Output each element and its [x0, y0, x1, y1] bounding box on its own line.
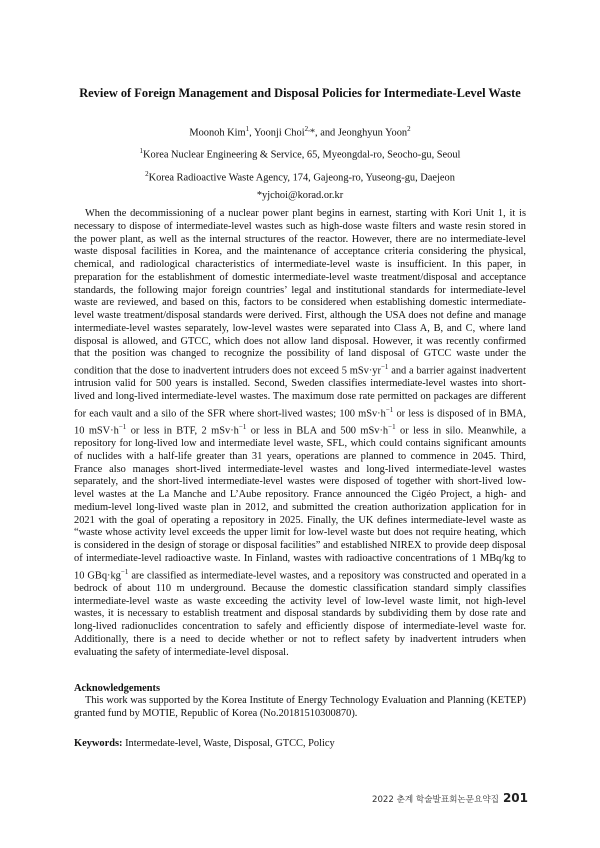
- keywords-text: Intermedate-level, Waste, Disposal, GTCC, Policy: [122, 738, 335, 749]
- affiliation-2: $^2$Korea Radioactive Waste Agency, 174, Gajeong-ro, Yuseong-gu, Daejeon: [145, 169, 455, 184]
- corresponding-email: *yjchoi@korad.or.kr: [256, 190, 344, 202]
- affiliation-1: $^1$Korea Nuclear Engineering & Service, 65, Myeongdal-ro, Seocho-gu, Seoul: [139, 147, 461, 161]
- page-footer: [372, 791, 528, 805]
- corresponding-mark: *: [309, 127, 316, 139]
- acknowledgements-heading: Acknowledgements: [74, 683, 161, 694]
- abstract-paragraph: When the decommissioning of a nuclear power plant begins in earnest, starting with Kori Unit 1, it is necessary to dispose of intermediate-level wastes such as high-dose waste filters and waste resin stored in the power plant, as well as the internal structures of the reactor. However, there are no intermediate-level waste disposal facilities in Korea, and the maintenance of acceptance criteria considering the physical, chemical, and radiological characteristics of intermediate-level waste is insufficient. In this paper, in preparation for the establishment of domestic intermediate-level waste treatment/disposal and acceptance standards, the following major foreign countries’ legal and institutional standards for intermediate-level waste are reviewed, and based on this, factors to be considered when establishing domestic intermediate-level waste treatment/disposal standards were derived. First, although the USA does not define and manage intermediate-level wastes separately, low-level wastes were separated into Class A, B, and C, where land disposal is allowed, and GTCC, which does not allow land disposal. However, it was recently confirmed that the position was changed to recognize the possibility of land disposal of GTCC waste under the condition that the dose to inadvertent intruders does not exceed 5 $mSv\cdot yr^{-1}$ and a barrier against inadvertent intrusion valid for 500 years is installed. Second, Sweden classifies intermediate-level wastes into short-lived and long-lived intermediate-level wastes. The maximum dose rate permitted on packages are different for each vault and a silo of the SFR where short-lived wastes; 100 $mSv\cdot h^{-1}$ or less is disposed of in BMA, 10 $mSV\cdot h^{-1}$ or less in BTF, 2 $mSv\cdot h^{-1}$ or less in BLA and 500 $mSv\cdot h^{-1}$ or less in silo. Meanwhile, a repository for long-lived low and intermediate level waste, SFL, which could contains significant amounts of nuclides with a half-life greater than 31 years, operations are planned to commence in 2045. Third, France also manages short-lived intermediate-level wastes and long-lived intermediate-level wastes separately, and the short-lived intermediate-level wastes were disposed of together with short-lived low-level wastes at the La Manche and L’Aube repository. France announced the Cigéo Project, a high- and medium-level long-lived waste plan in 2012, and submitted the creation authorization application for in 2021 with the goal of operating a repository in 2025. Finally, the UK defines intermediate-level waste as “waste whose activity level exceeds the upper limit for low-level waste but does not require heating, which is considered in the design of storage or disposal facilities” and established NIREX to provide deep disposal of intermediate-level radioactive waste. In Finland, wastes with radioactive concentrations of 1 MBq/kg to 10 $GBq\cdot kg^{-1}$ are classified as intermediate-level wastes, and a repository was constructed and operated in a bedrock of about 110 m underground. Because the domestic classification standard simply classifies intermediate-level waste as waste exceeding the activity level of low-level waste limit, not high-level wastes, it is necessary to establish treatment and disposal standards by subdividing them by dose rate and long-lived radionuclides concentration to safely and efficiently dispose of intermediate-level waste for. Additionally, there is a need to decide whether or not to reflect safety by inadvertent intruders when evaluating the safety of intermediate-level disposal.: [74, 208, 527, 658]
- page-number: 201: [502, 791, 528, 805]
- author-superscript: 2: [407, 125, 411, 133]
- acknowledgements-text: This work was supported by the Korea Institute of Energy Technology Evaluation and Planning (KETEP) granted fund by MOTIE, Republic of Korea (No.20181510300870).: [74, 695, 526, 719]
- keywords-line: [74, 738, 335, 749]
- author-name: Jeonghyun Yoon: [337, 127, 408, 139]
- author-superscript: 2,: [304, 125, 310, 133]
- author-list: Moonoh Kim$^1$, Yoonji Choi$^{2,}$*, and Jeonghyun Yoon$^2$: [189, 125, 411, 139]
- keywords-label: Keywords:: [74, 738, 123, 749]
- author-name: Moonoh Kim: [189, 127, 246, 139]
- author-name: Yoonji Choi: [253, 127, 305, 139]
- proceedings-title: 2022 춘계 학술발표회논문요약집: [371, 795, 499, 805]
- author-superscript: 1: [245, 125, 250, 133]
- paper-title: Review of Foreign Management and Disposal Policies for Intermediate-Level Waste: [79, 86, 521, 100]
- author-block: [0, 120, 600, 205]
